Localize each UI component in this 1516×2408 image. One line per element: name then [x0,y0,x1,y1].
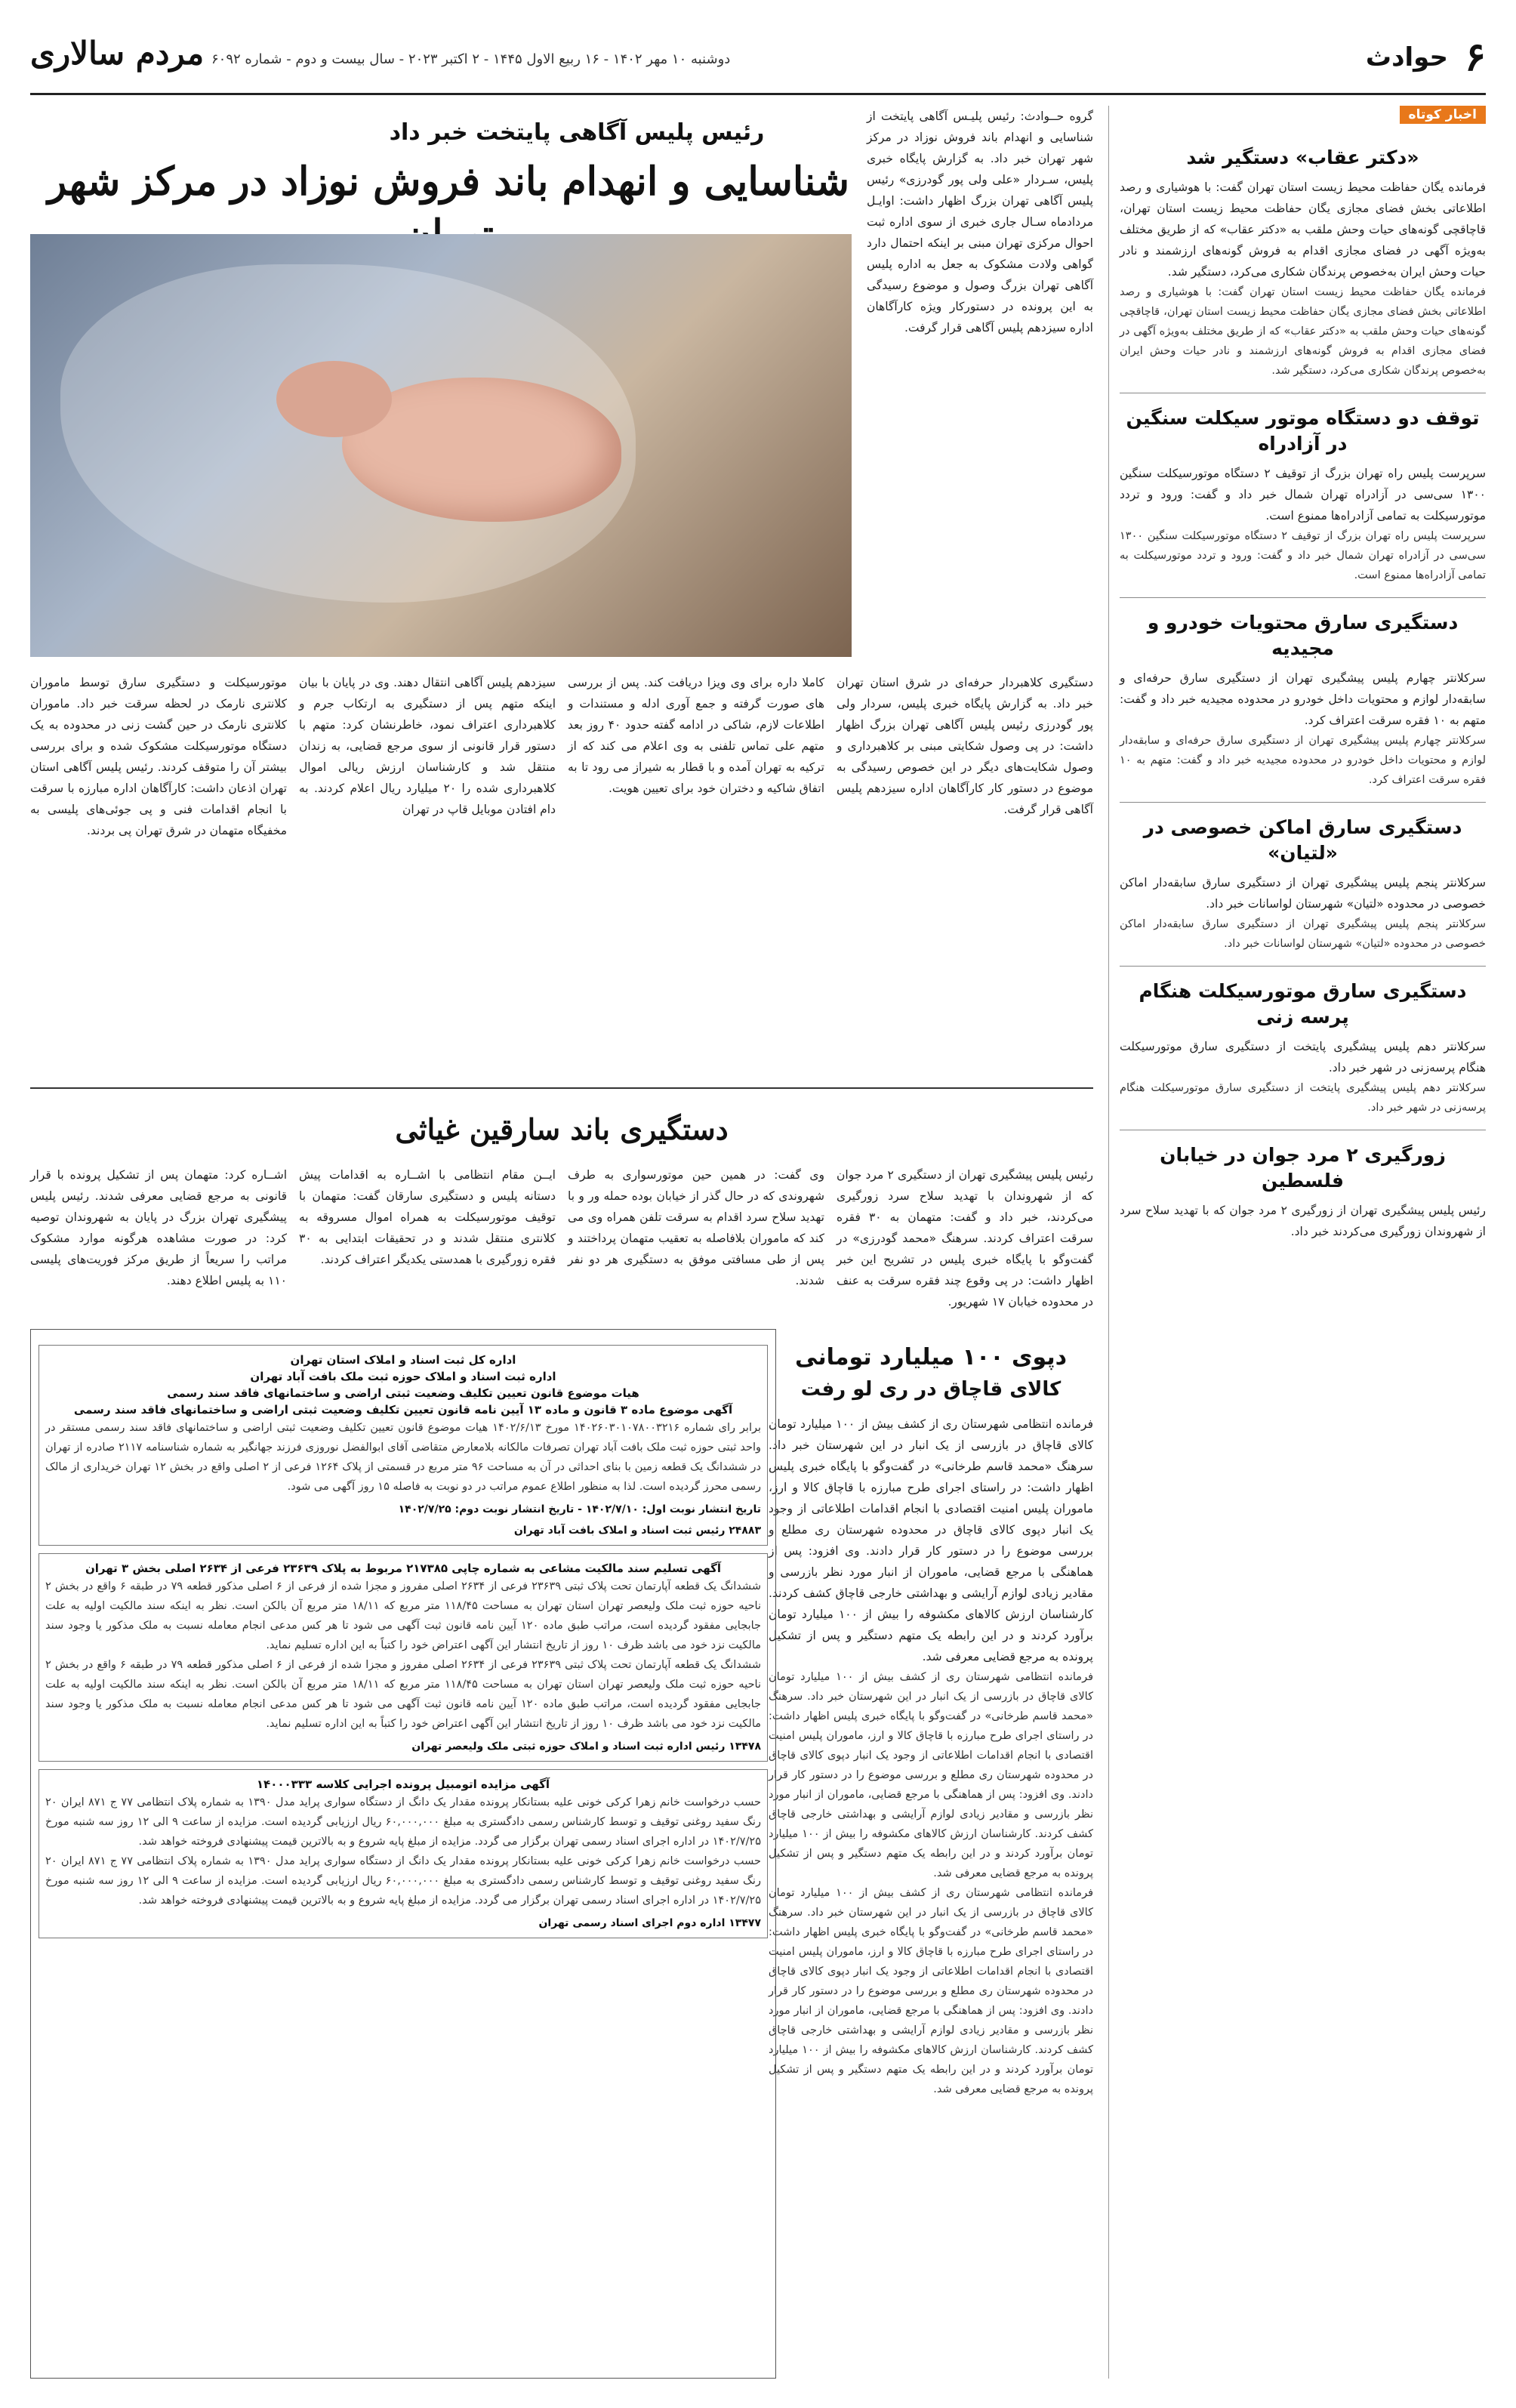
short-news-item [1120,610,1486,790]
main-story-column: سیزدهم پلیس آگاهی انتقال دهند. وی در پایان با بیان اینکه متهم پس از دستگیری به ارتکاب جرم و کلاهبرداری اعتراف نمود، خاطرنشان کرد: متهم با دستور قرار قانونی از سوی مرجع قضایی، به زندان منتقل شد و کارشناسان ارزش ریالی اموال کلاهبرداری شده را ۲۰ میلیارد ریال اعلام کردند. به دام افتادن موبایل قاپ در تهران [299,676,556,816]
legal-notice-body: حسب درخواست خانم زهرا کرکی خونی علیه بستانکار پرونده مقدار یک دانگ از دستگاه سواری پراید مدل ۱۳۹۰ به شماره پلاک انتظامی ۷۷ ج ۸۷۱ ایران ۲۰ رنگ سفید روغنی توقیف و توسط کارشناس رسمی دادگستری به مبلغ ۶۰,۰۰۰,۰۰۰ ریال ارزیابی گردیده است. مزایده از ساعت ۹ الی ۱۲ روز سه شنبه مورخ ۱۴۰۲/۷/۲۵ در اداره اجرای اسناد رسمی تهران برگزار می گردد. مزایده از مبلغ پایه شروع و به بالاترین قیمت پیشنهادی فروخته خواهد شد. [45,1796,761,1848]
short-news-body: سرکلانتر دهم پلیس پیشگیری پایتخت از دستگیری سارق موتورسیکلت هنگام پرسه‌زنی در شهر خبر داد. [1120,1040,1486,1075]
legal-notice-body-continued: ششدانگ یک قطعه آپارتمان تحت پلاک ثبتی ۲۳۶۳۹ فرعی از ۲۶۳۴ اصلی مفروز و مجزا شده از فرعی از ۶ اصلی مذکور قطعه ۷۹ در طبقه ۶ واقع در بخش ۲ ناحیه حوزه ثبت ملک ولیعصر تهران استان تهران به مساحت ۱۱۸/۴۵ متر مربع که ۱۸/۱۱ متر مربع آن بالکن است. نظر به اینکه سند مالکیت اولیه به علت جابجایی مفقود گردیده است، مراتب طبق ماده ۱۲۰ آیین نامه قانون ثبت آگهی می شود تا هر کس مدعی انجام معامله نسبت به ملک مذکور یا وجود سند مالکیت نزد خود می باشد ظرف ۱۰ روز از تاریخ انتشار این آگهی اعتراض خود را کتباً به این اداره تسلیم نماید. [45,1659,762,1730]
section-title: حوادث [1365,42,1448,72]
short-news-item [1120,979,1486,1118]
short-news-headline: زورگیری ۲ مرد جوان در خیابان فلسطین [1160,1144,1446,1192]
legal-notice-body: ششدانگ یک قطعه آپارتمان تحت پلاک ثبتی ۲۳۶۳۹ فرعی از ۲۶۳۴ اصلی مفروز و مجزا شده از فرعی از ۶ اصلی مذکور قطعه ۷۹ در طبقه ۶ واقع در بخش ۲ ناحیه حوزه ثبت ملک ولیعصر تهران استان تهران به مساحت ۱۱۸/۴۵ متر مربع که ۱۸/۱۱ متر مربع آن بالکن است. نظر به اینکه سند مالکیت اولیه به علت جابجایی مفقود گردیده است، مراتب طبق ماده ۱۲۰ آیین نامه قانون ثبت آگهی می شود تا هر کس مدعی انجام معامله نسبت به ملک مذکور یا وجود سند مالکیت نزد خود می باشد ظرف ۱۰ روز از تاریخ انتشار این آگهی اعتراض خود را کتباً به این اداره تسلیم نماید. [45,1580,762,1651]
short-news-body-continued: سرپرست پلیس راه تهران بزرگ از توقیف ۲ دستگاه موتورسیکلت سنگین ۱۳۰۰ سی‌سی در آزادراه تهران شمال خبر داد و گفت: ورود و تردد موتورسیکلت به تمامی آزادراه‌ها ممنوع است. [1120,530,1487,581]
newborn-baby-photo [30,234,852,657]
main-story-column: دستگیری کلاهبردار حرفه‌ای در شرق استان تهران خبر داد. به گزارش پایگاه خبری پلیس، سردار ولی پور گودرزی رئیس پلیس آگاهی تهران بزرگ اظهار داشت: در پی وصول شکایتی مبنی بر کلاهبرداری و وصول شکایت‌های دیگر در این خصوص رسیدگی به موضوع در دستور کار کارآگاهان اداره سیزدهم پلیس آگاهی قرار گرفت. [837,676,1093,816]
short-news-headline: توقف دو دستگاه موتور سیکلت سنگین در آزادراه [1126,407,1480,455]
legal-notice [39,1769,768,1938]
masthead [30,30,1486,95]
second-story [30,1087,1093,1314]
short-news-body: رئیس پلیس پیشگیری تهران از زورگیری ۲ مرد جوان که با تهدید سلاح سرد از شهروندان زورگیری می‌کردند خبر داد. [1120,1204,1486,1238]
legal-notice-body: برابر رای شماره ۱۴۰۲۶۰۳۰۱۰۷۸۰۰۳۲۱۶ مورخ ۱۴۰۲/۶/۱۳ هیات موضوع قانون تعیین تکلیف وضعیت ثبتی اراضی و ساختمانهای فاقد سند رسمی مستقر در واحد ثبتی حوزه ثبت ملک بافت آباد تهران تصرفات مالکانه بلامعارض متقاضی آقای ابوالفضل نوروزی فرزند جهانگیر به شماره شناسنامه ۲۱۱۷ صادره از تهران در ششدانگ یک قطعه زمین با بنای احداثی در آن به مساحت ۹۶ متر مربع در قسمتی از پلاک ۱۲۶۴ فرعی از ۲ اصلی واقع در بخش ۱۲ تهران خریداری از مالک رسمی محرز گردیده است. لذا به منظور اطلاع عموم مراتب در دو نوبت به فاصله ۱۵ روز آگهی می شود. [45,1422,762,1493]
short-news-item [1120,145,1486,381]
legal-notice-signer: ۱۳۴۷۸ رئیس اداره ثبت اسناد و املاک حوزه ثبتی ملک ولیعصر تهران [411,1740,761,1753]
second-story-column: ایــن مقام انتظامی با اشــاره به اقدامات پیش دستانه پلیس و دستگیری سارقان گفت: متهمان با توقیف موتورسیکلت به همراه اموال مسروقه به کلانتری منتقل شدند و در تحقیقات ابتدایی به ۳۰ فقره زورگیری با همدستی یکدیگر اعتراف کردند. [299,1168,556,1266]
short-news-column [1108,106,1486,2379]
photo-baby-head-shape [276,361,391,437]
main-story-column: موتورسیکلت و دستگیری سارق توسط ماموران کلانتری نارمک در لحظه سرقت خبر داد. ماموران کلانتری نارمک در حین گشت زنی در محدوده به یک دستگاه موتورسیکلت مشکوک شده و برای بررسی بیشتر آن را متوقف کردند. رئیس پلیس آگاهی استان تهران اذعان داشت: کارآگاهان اداره مبارزه با سرقت با انجام اقدامات فنی و پی جوئی‌های پلیسی به مخفیگاه متهمان در شرق تهران پی بردند. [30,676,287,837]
short-news-item [1120,815,1486,954]
short-news-body: سرپرست پلیس راه تهران بزرگ از توقیف ۲ دستگاه موتورسیکلت سنگین ۱۳۰۰ سی‌سی در آزادراه تهران شمال خبر داد و گفت: ورود و تردد موتورسیکلت به تمامی آزادراه‌ها ممنوع است. [1120,467,1486,523]
short-news-body-continued: سرکلانتر دهم پلیس پیشگیری پایتخت از دستگیری سارق موتورسیکلت هنگام پرسه‌زنی در شهر خبر داد. [1120,1082,1486,1114]
divider [1120,802,1486,803]
legal-notice-header: آگهی مزایده اتومبیل پرونده اجرایی کلاسه ۱۴۰۰۰۳۳۳ [256,1777,550,1791]
legal-notice-dates: تاریخ انتشار نوبت اول: ۱۴۰۲/۷/۱۰ - تاریخ انتشار نوبت دوم: ۱۴۰۲/۷/۲۵ [398,1503,761,1515]
second-story-columns [30,1164,1093,1315]
short-news-body: سرکلانتر چهارم پلیس پیشگیری تهران از دستگیری سارق حرفه‌ای و سابقه‌دار لوازم و محتویات داخل خودرو در محدوده مجیدیه خبر داد و گفت: متهم به ۱۰ فقره سرقت اعتراف کرد. [1120,671,1486,727]
legal-notice-signer: ۲۴۸۸۳ رئیس ثبت اسناد و املاک بافت آباد تهران [513,1525,761,1537]
short-news-item [1120,1142,1486,1242]
legal-notice-body-continued: حسب درخواست خانم زهرا کرکی خونی علیه بستانکار پرونده مقدار یک دانگ از دستگاه سواری پراید مدل ۱۳۹۰ به شماره پلاک انتظامی ۷۷ ج ۸۷۱ ایران ۲۰ رنگ سفید روغنی توقیف و توسط کارشناس رسمی دادگستری به مبلغ ۶۰,۰۰۰,۰۰۰ ریال ارزیابی گردیده است. مزایده از ساعت ۹ الی ۱۲ روز سه شنبه مورخ ۱۴۰۲/۷/۲۵ در اداره اجرای اسناد رسمی تهران برگزار می گردد. مزایده از مبلغ پایه شروع و به بالاترین قیمت پیشنهادی فروخته خواهد شد. [45,1855,761,1907]
third-story-body: فرمانده انتظامی شهرستان ری از کشف بیش از ۱۰۰ میلیارد تومان کالای قاچاق در بازرسی از یک انبار در این شهرستان خبر داد. سرهنگ «محمد قاسم طرخانی» در گفت‌وگو با پایگاه خبری پلیس اظهار داشت: در راستای اجرای طرح مبارزه با قاچاق کالا و ارز، ماموران پلیس امنیت اقتصادی با انجام اقدامات اطلاعاتی از وجود یک انبار دپوی کالای قاچاق در محدوده شهرستان ری مطلع و بررسی موضوع را در دستور کار قرار دادند. وی افزود: پس از هماهنگی با مرجع قضایی، ماموران از انبار مورد نظر بازرسی و مقادیر زیادی لوازم آرایشی و بهداشتی خارجی قاچاق کشف کردند. کارشناسان ارزش کالاهای مکشوفه را بیش از ۱۰۰ میلیارد تومان برآورد کردند و در این رابطه یک متهم دستگیر و پس از تشکیل پرونده به مرجع قضایی معرفی شد. [769,1417,1094,1663]
legal-notice-signer: ۱۳۴۷۷ اداره دوم اجرای اسناد رسمی تهران [538,1917,761,1929]
legal-notices-area [30,1329,776,2379]
main-story-kicker: رئیس پلیس آگاهی پایتخت خبر داد [389,119,765,146]
short-news-headline: دستگیری سارق موتورسیکلت هنگام پرسه زنی [1139,980,1467,1028]
short-news-headline: «دکتر عقاب» دستگیر شد [1186,146,1419,168]
legal-notice [39,1345,768,1546]
second-story-column: وی گفت: در همین حین موتورسواری به طرف شهروندی که در حال گذر از خیابان بوده حمله ور و با تهدید سلاح سرد اقدام به سرقت تلفن همراه وی می کند که ماموران بلافاصله به تعقیب متهمان پرداختند و پس از طی مسافتی موفق به دستگیری هر دو نفر شدند. [568,1168,824,1287]
divider [1120,597,1486,598]
second-story-column: رئیس پلیس پیشگیری تهران از دستگیری ۲ مرد جوان که از شهروندان با تهدید سلاح سرد زورگیری می‌کردند، خبر داد و گفت: متهمان به ۳۰ فقره سرقت اعتراف کردند. سرهنگ «محمد گودرزی» در گفت‌وگو با پایگاه خبری پلیس در تشریح این خبر اظهار داشت: در پی وقوع چند فقره سرقت به عنف در محدوده خیابان ۱۷ شهریور. [837,1168,1093,1309]
short-news-body-continued: فرمانده یگان حفاظت محیط زیست استان تهران گفت: با هوشیاری و رصد اطلاعاتی بخش فضای مجازی یگان حفاظت محیط زیست استان تهران، قاچاقچی گونه‌های حیات وحش ملقب به «دکتر عقاب» که از طریق مختلف به‌ویژه آگهی در فضای مجازی اقدام به فروش گونه‌های ارزشمند و نادر حیات وحش ایران به‌خصوص پرندگان شکاری می‌کرد، دستگیر شد. [1120,286,1486,377]
short-news-item [1120,405,1486,585]
paper-name-logo: مردم سالاری [30,35,205,72]
divider [1120,966,1486,967]
issue-date-line: دوشنبه ۱۰ مهر ۱۴۰۲ - ۱۶ ربیع الاول ۱۴۴۵ - ۲ اکتبر ۲۰۲۳ - سال بیست و دوم - شماره ۶۰۹۲ [211,51,731,67]
short-news-headline: دستگیری سارق محتویات خودرو و مجیدیه [1147,612,1459,659]
third-story-headline: دپوی ۱۰۰ میلیارد تومانی [794,1344,1068,1370]
legal-notice [39,1553,768,1762]
main-story [30,106,1093,1072]
third-story-subhead: کالای قاچاق در ری لو رفت [800,1378,1062,1401]
section-number: ۶ [1465,34,1486,80]
third-story [769,1329,1093,2379]
third-story-body-continued: فرمانده انتظامی شهرستان ری از کشف بیش از ۱۰۰ میلیارد تومان کالای قاچاق در بازرسی از یک انبار در این شهرستان خبر داد. سرهنگ «محمد قاسم طرخانی» در گفت‌وگو با پایگاه خبری پلیس اظهار داشت: در راستای اجرای طرح مبارزه با قاچاق کالا و ارز، ماموران پلیس امنیت اقتصادی با انجام اقدامات اطلاعاتی از وجود یک انبار دپوی کالای قاچاق در محدوده شهرستان ری مطلع و بررسی موضوع را در دستور کار قرار دادند. وی افزود: پس از هماهنگی با مرجع قضایی، ماموران از انبار مورد نظر بازرسی و مقادیر زیادی لوازم آرایشی و بهداشتی خارجی قاچاق کشف کردند. کارشناسان ارزش کالاهای مکشوفه را بیش از ۱۰۰ میلیارد تومان برآورد کردند و در این رابطه یک متهم دستگیر و پس از تشکیل پرونده به مرجع قضایی معرفی شد. [769,1671,1093,1879]
second-story-headline: دستگیری باند سارقین غیاثی [395,1112,729,1146]
legal-notice-header: اداره کل ثبت اسناد و املاک استان تهران اداره ثبت اسناد و املاک حوزه ثبت ملک بافت آباد تهران هیات موضوع قانون تعیین تکلیف وضعیت ثبتی اراضی و ساختمانهای فاقد سند رسمی آگهی موضوع ماده ۳ قانون و ماده ۱۳ آیین نامه قانون تعیین تکلیف وضعیت ثبتی اراضی و ساختمانهای فاقد سند رسمی [73,1353,733,1417]
short-news-body: سرکلانتر پنجم پلیس پیشگیری تهران از دستگیری سارق سابقه‌دار اماکن خصوصی در محدوده «لتیان» شهرستان لواسانات خبر داد. [1120,876,1486,911]
short-news-body-continued: سرکلانتر پنجم پلیس پیشگیری تهران از دستگیری سارق سابقه‌دار اماکن خصوصی در محدوده «لتیان» شهرستان لواسانات خبر داد. [1120,918,1486,950]
main-story-column: کاملا داره برای وی ویزا دریافت کند. پس از بررسی های صورت گرفته و جمع آوری ادله و مستندات و اطلاعات لازم، شاکی در ادامه گفته حدود ۴۰ روز بعد متهم علی تماس تلفنی به وی اعلام می کند که از ترکیه به تهران آمده و با قطار به شیراز می رود تا به اتفاق شاکیه و دختران خود برای تعیین هویت. [568,676,824,795]
third-story-body-continued: فرمانده انتظامی شهرستان ری از کشف بیش از ۱۰۰ میلیارد تومان کالای قاچاق در بازرسی از یک انبار در این شهرستان خبر داد. سرهنگ «محمد قاسم طرخانی» در گفت‌وگو با پایگاه خبری پلیس اظهار داشت: در راستای اجرای طرح مبارزه با قاچاق کالا و ارز، ماموران پلیس امنیت اقتصادی با انجام اقدامات اطلاعاتی از وجود یک انبار دپوی کالای قاچاق در محدوده شهرستان ری مطلع و بررسی موضوع را در دستور کار قرار دادند. وی افزود: پس از هماهنگی با مرجع قضایی، ماموران از انبار مورد نظر بازرسی و مقادیر زیادی لوازم آرایشی و بهداشتی خارجی قاچاق کشف کردند. کارشناسان ارزش کالاهای مکشوفه را بیش از ۱۰۰ میلیارد تومان برآورد کردند و در این رابطه یک متهم دستگیر و پس از تشکیل پرونده به مرجع قضایی معرفی شد. [769,1887,1093,2095]
second-story-column: اشــاره کرد: متهمان پس از تشکیل پرونده با قرار قانونی به مرجع قضایی معرفی شدند. رئیس پلیس پیشگیری تهران بزرگ در پایان به شهروندان توصیه کرد: در صورت مشاهده هرگونه موارد مشکوک مراتب را سریعاً از طریق مرکز فوریت‌های پلیسی ۱۱۰ به پلیس اطلاع دهند. [30,1168,287,1287]
main-story-lead: گروه حــوادث: رئیس پلیـس آگاهی پایتخت از شناسایی و انهدام باند فروش نوزاد در مرکز شهر تهران خبر داد. به گزارش پایگاه خبری پلیس، سـردار «علی ولی پور گودرزی» رئیس پلیس آگاهی تهران بزرگ اظهار داشت: اوایـل مردادماه سـال جاری خبری از سوی اداره ثبت احوال مرکزی تهران مبنی بر اینکه احتمال دارد گواهی ولادت مشکوک به جعل به اداره پلیس آگاهی تهران بزرگ وصول و موضوع رسیدگی به این پرونده در دستورکار ویژه کارآگاهان اداره سیزدهم پلیس آگاهی قرار گرفت. [867,109,1093,335]
main-story-headline: شناسایی و انهدام باند فروش نوزاد در مرکز شهر [48,159,849,205]
short-news-tag: اخبار کوتاه [1400,106,1486,124]
legal-notice-header: آگهی تسلیم سند مالکیت مشاعی به شماره چاپی ۲۱۷۳۸۵ مربوط به پلاک ۲۳۶۳۹ فرعی از ۲۶۳۴ اصلی بخش ۳ تهران [85,1562,722,1575]
short-news-body-continued: سرکلانتر چهارم پلیس پیشگیری تهران از دستگیری سارق حرفه‌ای و سابقه‌دار لوازم و محتویات داخل خودرو در محدوده مجیدیه خبر داد و گفت: متهم به ۱۰ فقره سرقت اعتراف کرد. [1120,735,1486,786]
short-news-body: فرمانده یگان حفاظت محیط زیست استان تهران گفت: با هوشیاری و رصد اطلاعاتی بخش فضای مجازی یگان حفاظت محیط زیست استان تهران، قاچاقچی گونه‌های حیات وحش ملقب به «دکتر عقاب» که از طریق مختلف به‌ویژه آگهی در فضای مجازی اقدام به فروش گونه‌های ارزشمند و نادر حیات وحش ایران به‌خصوص پرندگان شکاری می‌کرد، دستگیر شد. [1120,180,1486,279]
main-story-columns [30,672,1093,1072]
short-news-headline: دستگیری سارق اماکن خصوصی در «لتیان» [1143,816,1462,864]
